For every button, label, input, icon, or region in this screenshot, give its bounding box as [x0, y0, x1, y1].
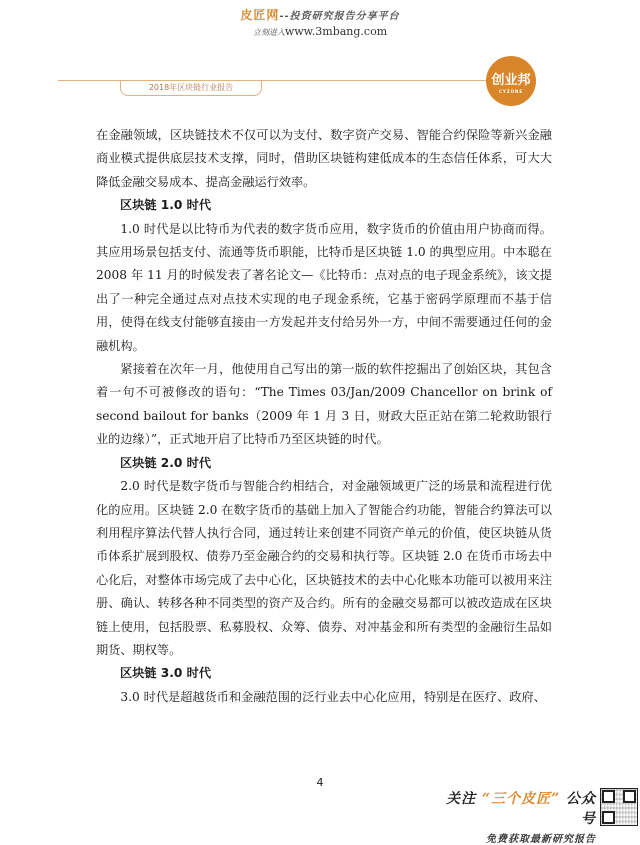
paragraph-2: 紧接着在次年一月，他使用自己写出的第一版的软件挖掘出了创始区块，其包含着一句不可被修改的语句：“The Times 03/Jan/2009 Chancellor on brink of second bailout for banks（2009 年 1 月 3 日，财政大臣正站在第二轮救助银行业的边缘）”，正式地开启了比特币乃至区块链的时代。 — [96, 362, 552, 447]
footer-line-1 — [436, 788, 596, 828]
paragraph-1: 1.0 时代是以比特币为代表的数字货币应用，数字货币的价值由用户协商而得。其应用场景包括支付、流通等货币职能，比特币是区块链 1.0 的典型应用。中本聪在 2008 年 11 月的时候发表了著名论文—《比特币：点对点的电子现金系统》，该文提出了一种完全通过点对点技术实现的电子现金系统，它基于密码学原理而不基于信用，使得在线支付能够直接由一方发起并支付给另外一方，中间不需要通过任何的金融机构。 — [96, 221, 552, 353]
heading-blockchain-3: 区块链 3.0 时代 — [120, 666, 212, 681]
brand-line — [0, 6, 640, 23]
paragraph-4: 3.0 时代是超越货币和金融范围的泛行业去中心化应用，特别是在医疗、政府、 — [120, 689, 546, 704]
qr-corner-marker — [623, 790, 636, 803]
qr-code-icon — [600, 788, 638, 826]
logo-subtext: CYZONE — [498, 88, 524, 94]
logo-text: 创业邦 — [491, 72, 531, 88]
footer-follow: 关注 — [446, 791, 477, 807]
top-banner — [0, 6, 640, 38]
cyzone-logo — [486, 56, 536, 106]
footer-suffix: 公众号 — [566, 791, 596, 827]
brand-name: 皮匠网 — [240, 8, 280, 22]
document-body — [96, 124, 552, 709]
footer-promo — [436, 788, 596, 845]
site-prefix: 立刻进入 — [252, 28, 285, 37]
heading-blockchain-1: 区块链 1.0 时代 — [120, 198, 212, 213]
footer-line-2: 免费获取最新研究报告 — [486, 834, 596, 845]
footer-account: “三个皮匠” — [482, 791, 561, 807]
qr-corner-marker — [602, 790, 615, 803]
site-link[interactable]: www.3mbang.com — [284, 25, 388, 38]
qr-corner-marker — [602, 811, 615, 824]
site-line — [0, 25, 640, 38]
paragraph-intro: 在金融领域，区块链技术不仅可以为支付、数字资产交易、智能合约保险等新兴金融商业模式提供底层技术支撑，同时，借助区块链构建低成本的生态信任体系，可大大降低金融交易成本、提高金融运行效率。 — [96, 128, 552, 189]
page-number: 4 — [316, 776, 324, 789]
report-header-label: 2018年区块链行业报告 — [120, 80, 262, 96]
paragraph-3: 2.0 时代是数字货币与智能合约相结合，对金融领域更广泛的场景和流程进行优化的应用。区块链 2.0 在数字货币的基础上加入了智能合约功能，智能合约算法可以利用程序算法代替人执行合同，通过转让来创建不同资产单元的价值，使区块链从货币体系扩展到股权、债券乃至金融合约的交易和执行等。区块链 2.0 在货币市场去中心化后，对整体市场完成了去中心化，区块链技术的去中心化账本功能可以被用来注册、确认、转移各种不同类型的资产及合约。所有的金融交易都可以被改造成在区块链上使用，包括股票、私募股权、众筹、债券、对冲基金和所有类型的金融衍生品如期货、期权等。 — [96, 479, 552, 657]
heading-blockchain-2: 区块链 2.0 时代 — [120, 455, 212, 470]
brand-tagline: --投资研究报告分享平台 — [279, 11, 400, 22]
